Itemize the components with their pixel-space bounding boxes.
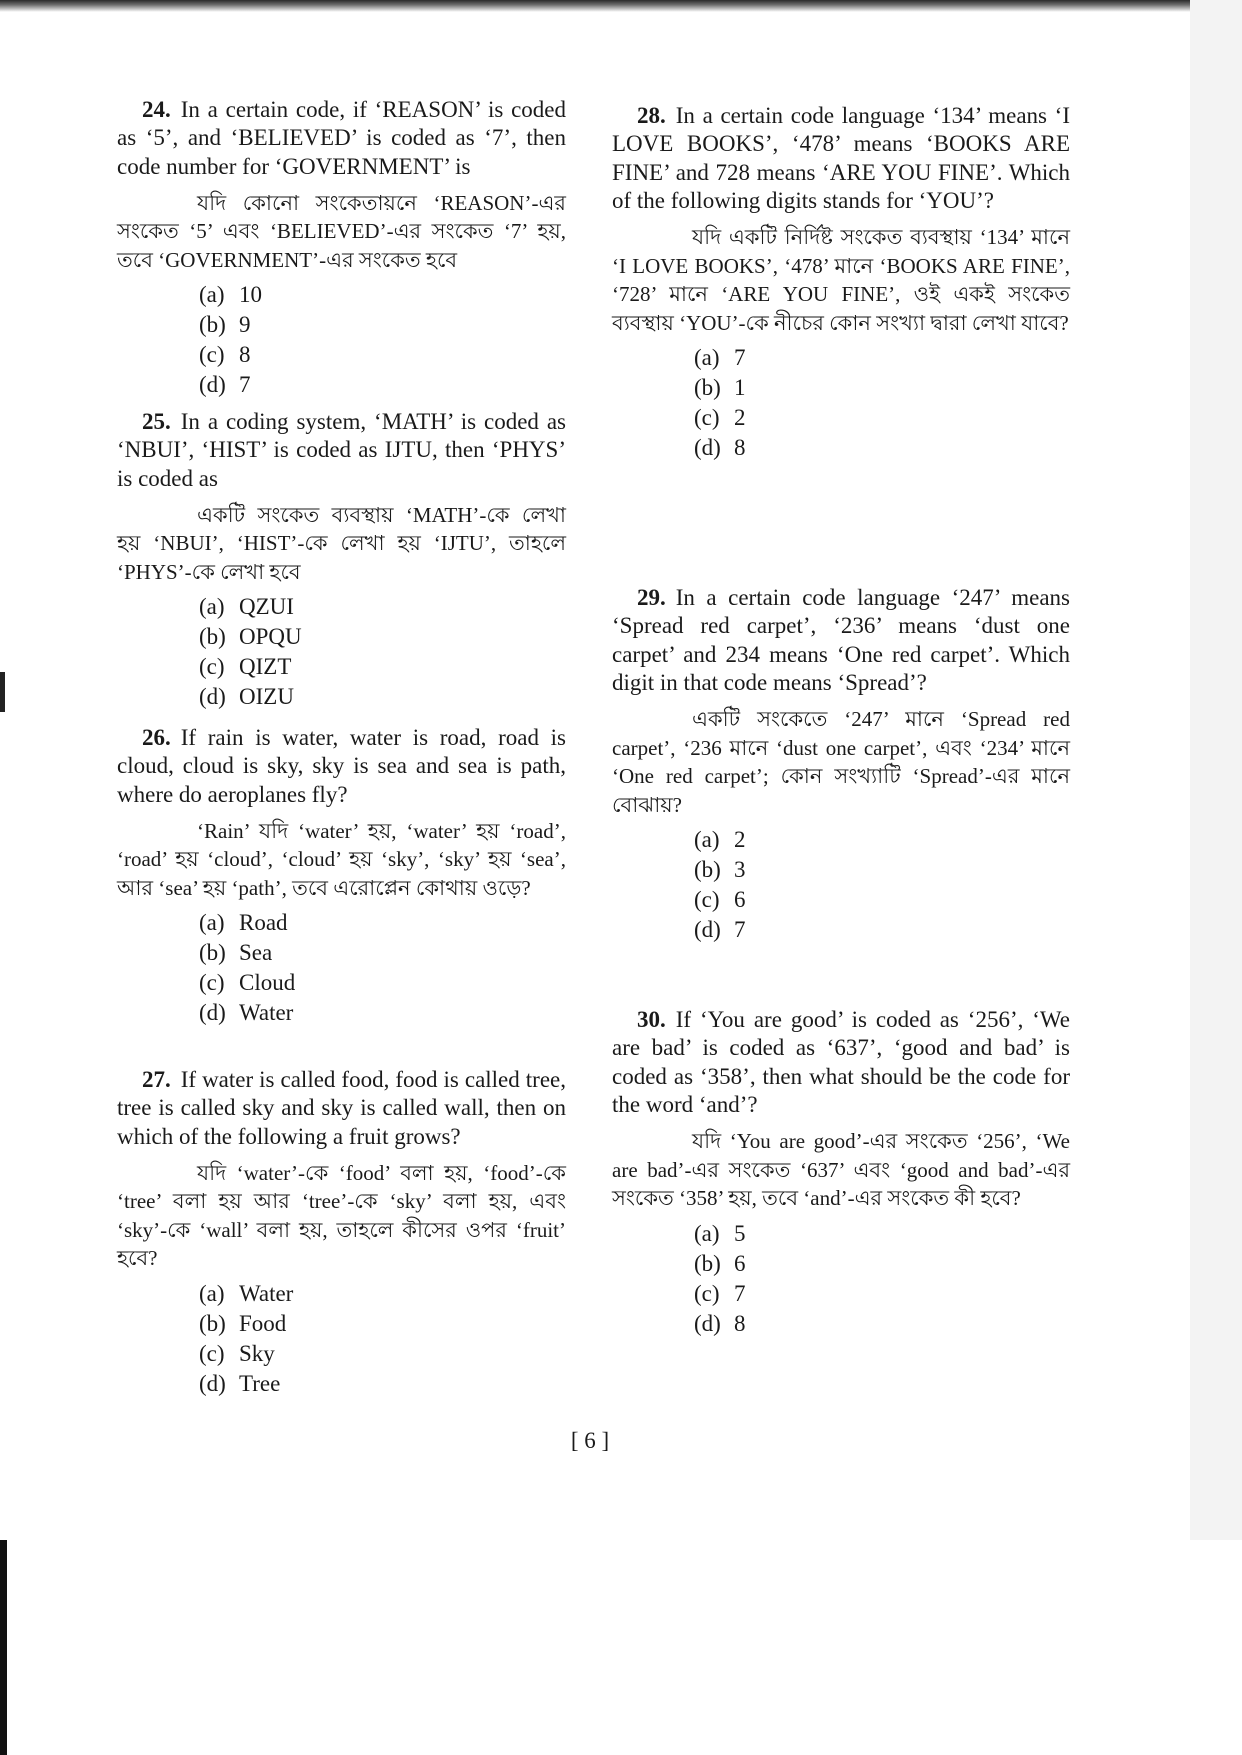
scan-left-edge: [0, 1540, 7, 1755]
options-list: [199, 908, 566, 1028]
option-d: (d) 8: [694, 435, 746, 461]
option-d: (d) OIZU: [199, 684, 294, 710]
question-number: 28.: [637, 103, 666, 128]
option-c: (c) Sky: [199, 1340, 275, 1366]
options-list: [199, 592, 566, 712]
question-25: [117, 408, 566, 712]
question-number: 29.: [637, 585, 666, 610]
option-a: (a) Water: [199, 1280, 294, 1306]
option-c: (c) 6: [694, 887, 746, 913]
page-number: [ 6 ]: [570, 1428, 610, 1453]
options-list: [199, 1279, 566, 1399]
option-b: (b) Food: [199, 1310, 287, 1336]
option-c: (c) Cloud: [199, 970, 296, 996]
option-d: (d) Tree: [199, 1370, 281, 1396]
question-number: 24.: [142, 97, 171, 122]
question-29: [612, 584, 1070, 945]
option-a: (a) Road: [199, 910, 288, 936]
question-text-en: 25. In a coding system, ‘MATH’ is coded as ‘NBUI’, ‘HIST’ is coded as IJTU, then ‘PHYS’ is coded as: [117, 409, 566, 491]
question-text-en: 24. In a certain code, if ‘REASON’ is coded as ‘5’, and ‘BELIEVED’ is coded as ‘7’, then code number for ‘GOVERNMENT’ is: [117, 97, 566, 179]
scan-right-shade: [1190, 0, 1242, 1540]
question-number: 25.: [142, 409, 171, 434]
question-number: 26.: [142, 725, 171, 750]
option-d: (d) 7: [694, 917, 746, 943]
question-text-bn: যদি ‘You are good’-এর সংকেত ‘256’, ‘We are bad’-এর সংকেত ‘637’ এবং ‘good and bad’-এর সংকেত ‘358’ হয়, তবে ‘and’-এর সংকেত কী হবে?: [612, 1129, 1070, 1211]
option-b: (b) 1: [694, 375, 746, 401]
option-c: (c) QIZT: [199, 654, 292, 680]
options-list: [199, 280, 566, 400]
option-b: (b) OPQU: [199, 624, 302, 650]
question-number: 27.: [142, 1067, 171, 1092]
question-number: 30.: [637, 1007, 666, 1032]
question-24: [117, 96, 566, 400]
question-27: [117, 1066, 566, 1399]
options-list: [694, 1219, 1070, 1339]
options-list: [694, 825, 1070, 945]
option-a: (a) 10: [199, 282, 262, 308]
question-text-bn: যদি একটি নির্দিষ্ট সংকেত ব্যবস্থায় ‘134’ মানে ‘I LOVE BOOKS’, ‘478’ মানে ‘BOOKS ARE FINE’, ‘728’ মানে ‘ARE YOU FINE’, ওই একই সংকেত ব্যবস্থায় ‘YOU’-কে নীচের কোন সংখ্যা দ্বারা লেখা যাবে?: [612, 225, 1070, 335]
question-text-en: 30. If ‘You are good’ is coded as ‘256’, ‘We are bad’ is coded as ‘637’, ‘good and bad’ is coded as ‘358’, then what should be the code for the word ‘and’?: [612, 1007, 1070, 1117]
option-d: (d) 7: [199, 372, 251, 398]
option-c: (c) 7: [694, 1280, 746, 1306]
question-text-bn: একটি সংকেতে ‘247’ মানে ‘Spread red carpet’, ‘236 মানে ‘dust one carpet’, এবং ‘234’ মানে ‘One red carpet’; কোন সংখ্যাটি ‘Spread’-এর মানে বোঝায়?: [612, 707, 1070, 817]
question-text-bn: যদি ‘water’-কে ‘food’ বলা হয়, ‘food’-কে ‘tree’ বলা হয় আর ‘tree’-কে ‘sky’ বলা হয়, এবং ‘sky’-কে ‘wall’ বলা হয়, তাহলে কীসের ওপর ‘fruit’ হবে?: [117, 1160, 566, 1271]
question-30: [612, 1006, 1070, 1339]
option-c: (c) 8: [199, 342, 251, 368]
question-text-en: 26. If rain is water, water is road, road is cloud, cloud is sky, sky is sea and sea is path, where do aeroplanes fly?: [117, 725, 566, 807]
option-b: (b) Sea: [199, 940, 273, 966]
option-b: (b) 3: [694, 857, 746, 883]
option-d: (d) Water: [199, 1000, 294, 1026]
question-28: [612, 102, 1070, 463]
question-text-bn: যদি কোনো সংকেতায়নে ‘REASON’-এর সংকেত ‘5’ এবং ‘BELIEVED’-এর সংকেত ‘7’ হয়, তবে ‘GOVERNMENT’-এর সংকেত হবে: [117, 190, 566, 272]
question-26: [117, 724, 566, 1028]
scan-left-nick: [0, 672, 5, 712]
option-b: (b) 9: [199, 312, 251, 338]
option-c: (c) 2: [694, 405, 746, 431]
question-text-bn: একটি সংকেত ব্যবস্থায় ‘MATH’-কে লেখা হয় ‘NBUI’, ‘HIST’-কে লেখা হয় ‘IJTU’, তাহলে ‘PHYS’-কে লেখা হবে: [117, 502, 566, 584]
option-a: (a) 5: [694, 1220, 746, 1246]
options-list: [694, 343, 1070, 463]
question-text-en: 27. If water is called food, food is called tree, tree is called sky and sky is called wall, then on which of the following a fruit grows?: [117, 1067, 566, 1149]
scan-top-edge: [0, 0, 1242, 12]
option-a: (a) QZUI: [199, 594, 294, 620]
question-text-en: 28. In a certain code language ‘134’ means ‘I LOVE BOOKS’, ‘478’ means ‘BOOKS ARE FINE’ and 728 means ‘ARE YOU FINE’. Which of the following digits stands for ‘YOU’?: [612, 103, 1070, 213]
question-text-en: 29. In a certain code language ‘247’ means ‘Spread red carpet’, ‘236’ means ‘dust one carpet’ and 234 means ‘One red carpet’. Which digit in that code means ‘Spread’?: [612, 585, 1070, 695]
option-b: (b) 6: [694, 1250, 746, 1276]
option-a: (a) 7: [694, 345, 746, 371]
option-a: (a) 2: [694, 827, 746, 853]
question-text-bn: ‘Rain’ যদি ‘water’ হয়, ‘water’ হয় ‘road’, ‘road’ হয় ‘cloud’, ‘cloud’ হয় ‘sky’, ‘sky’ হয় ‘sea’, আর ‘sea’ হয় ‘path’, তবে এরোপ্লেন কোথায় ওড়ে?: [117, 818, 566, 900]
option-d: (d) 8: [694, 1310, 746, 1336]
